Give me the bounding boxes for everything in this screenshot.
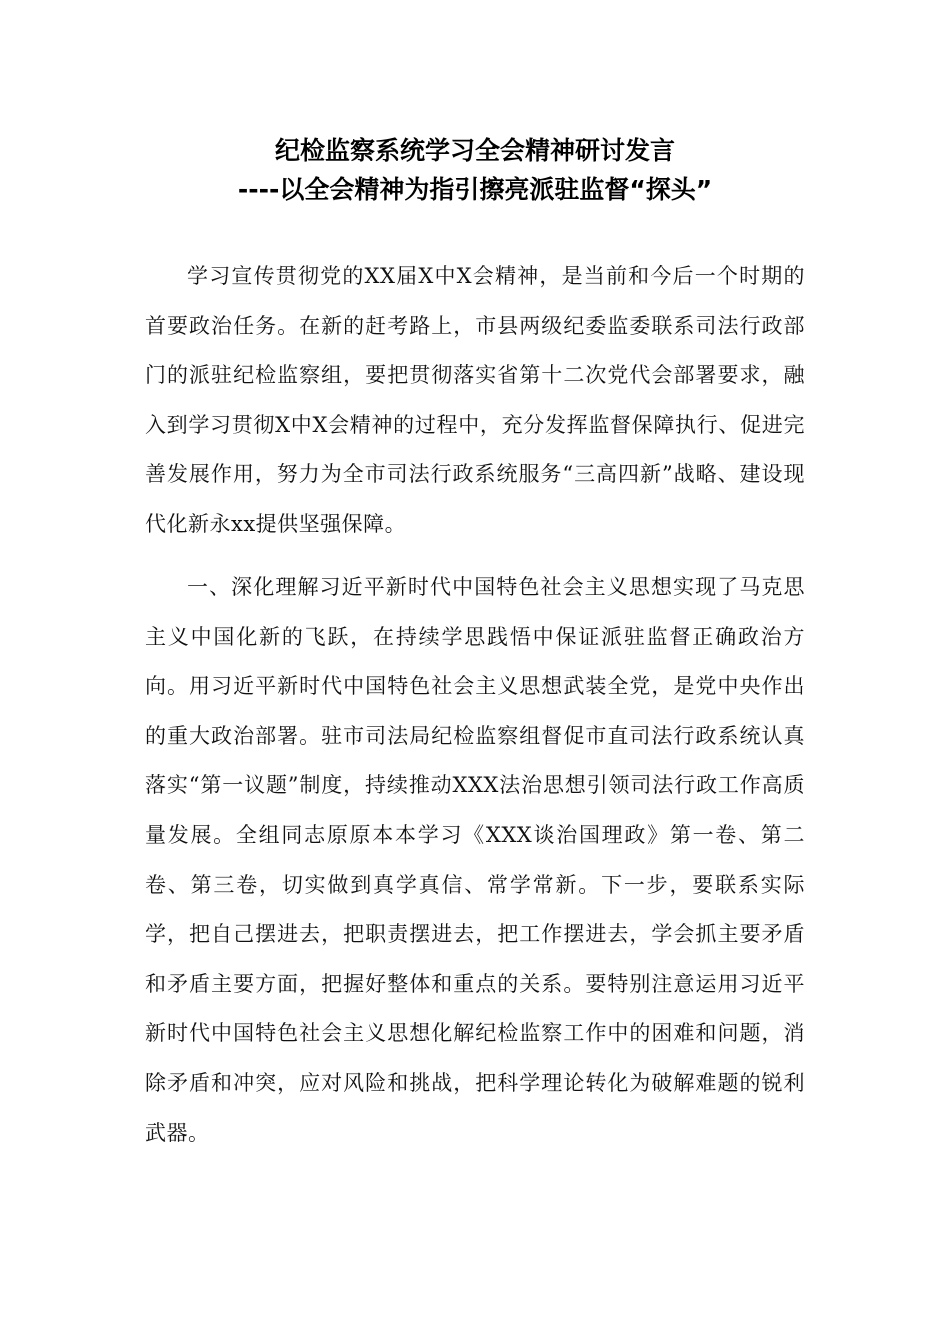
paragraph-intro: 学习宣传贯彻党的XX届X中X会精神，是当前和今后一个时期的首要政治任务。在新的赶考路上，市县两级纪委监委联系司法行政部门的派驻纪检监察组，要把贯彻落实省第十二次党代会部署要求，融入到学习贯彻X中X会精神的过程中，充分发挥监督保障执行、促进完善发展作用，努力为全市司法行政系统服务“三高四新”战略、建设现代化新永xx提供坚强保障。 bbox=[145, 264, 805, 536]
document-title: 纪检监察系统学习全会精神研讨发言 bbox=[274, 136, 675, 165]
document-subtitle: ----以全会精神为指引擦亮派驻监督“探头” bbox=[237, 175, 713, 204]
paragraph-section-one: 一、深化理解习近平新时代中国特色社会主义思想实现了马克思主义中国化新的飞跃，在持续学思践悟中保证派驻监督正确政治方向。用习近平新时代中国特色社会主义思想武装全党，是党中央作出的重大政治部署。驻市司法局纪检监察组督促市直司法行政系统认真落实“第一议题”制度，持续推动XXX法治思想引领司法行政工作高质量发展。全组同志原原本本学习《XXX谈治国理政》第一卷、第二卷、第三卷，切实做到真学真信、常学常新。下一步，要联系实际学，把自己摆进去，把职责摆进去，把工作摆进去，学会抓主要矛盾和矛盾主要方面，把握好整体和重点的关系。要特别注意运用习近平新时代中国特色社会主义思想化解纪检监察工作中的困难和问题，消除矛盾和冲突，应对风险和挑战，把科学理论转化为破解难题的锐利武器。 bbox=[145, 575, 805, 1145]
